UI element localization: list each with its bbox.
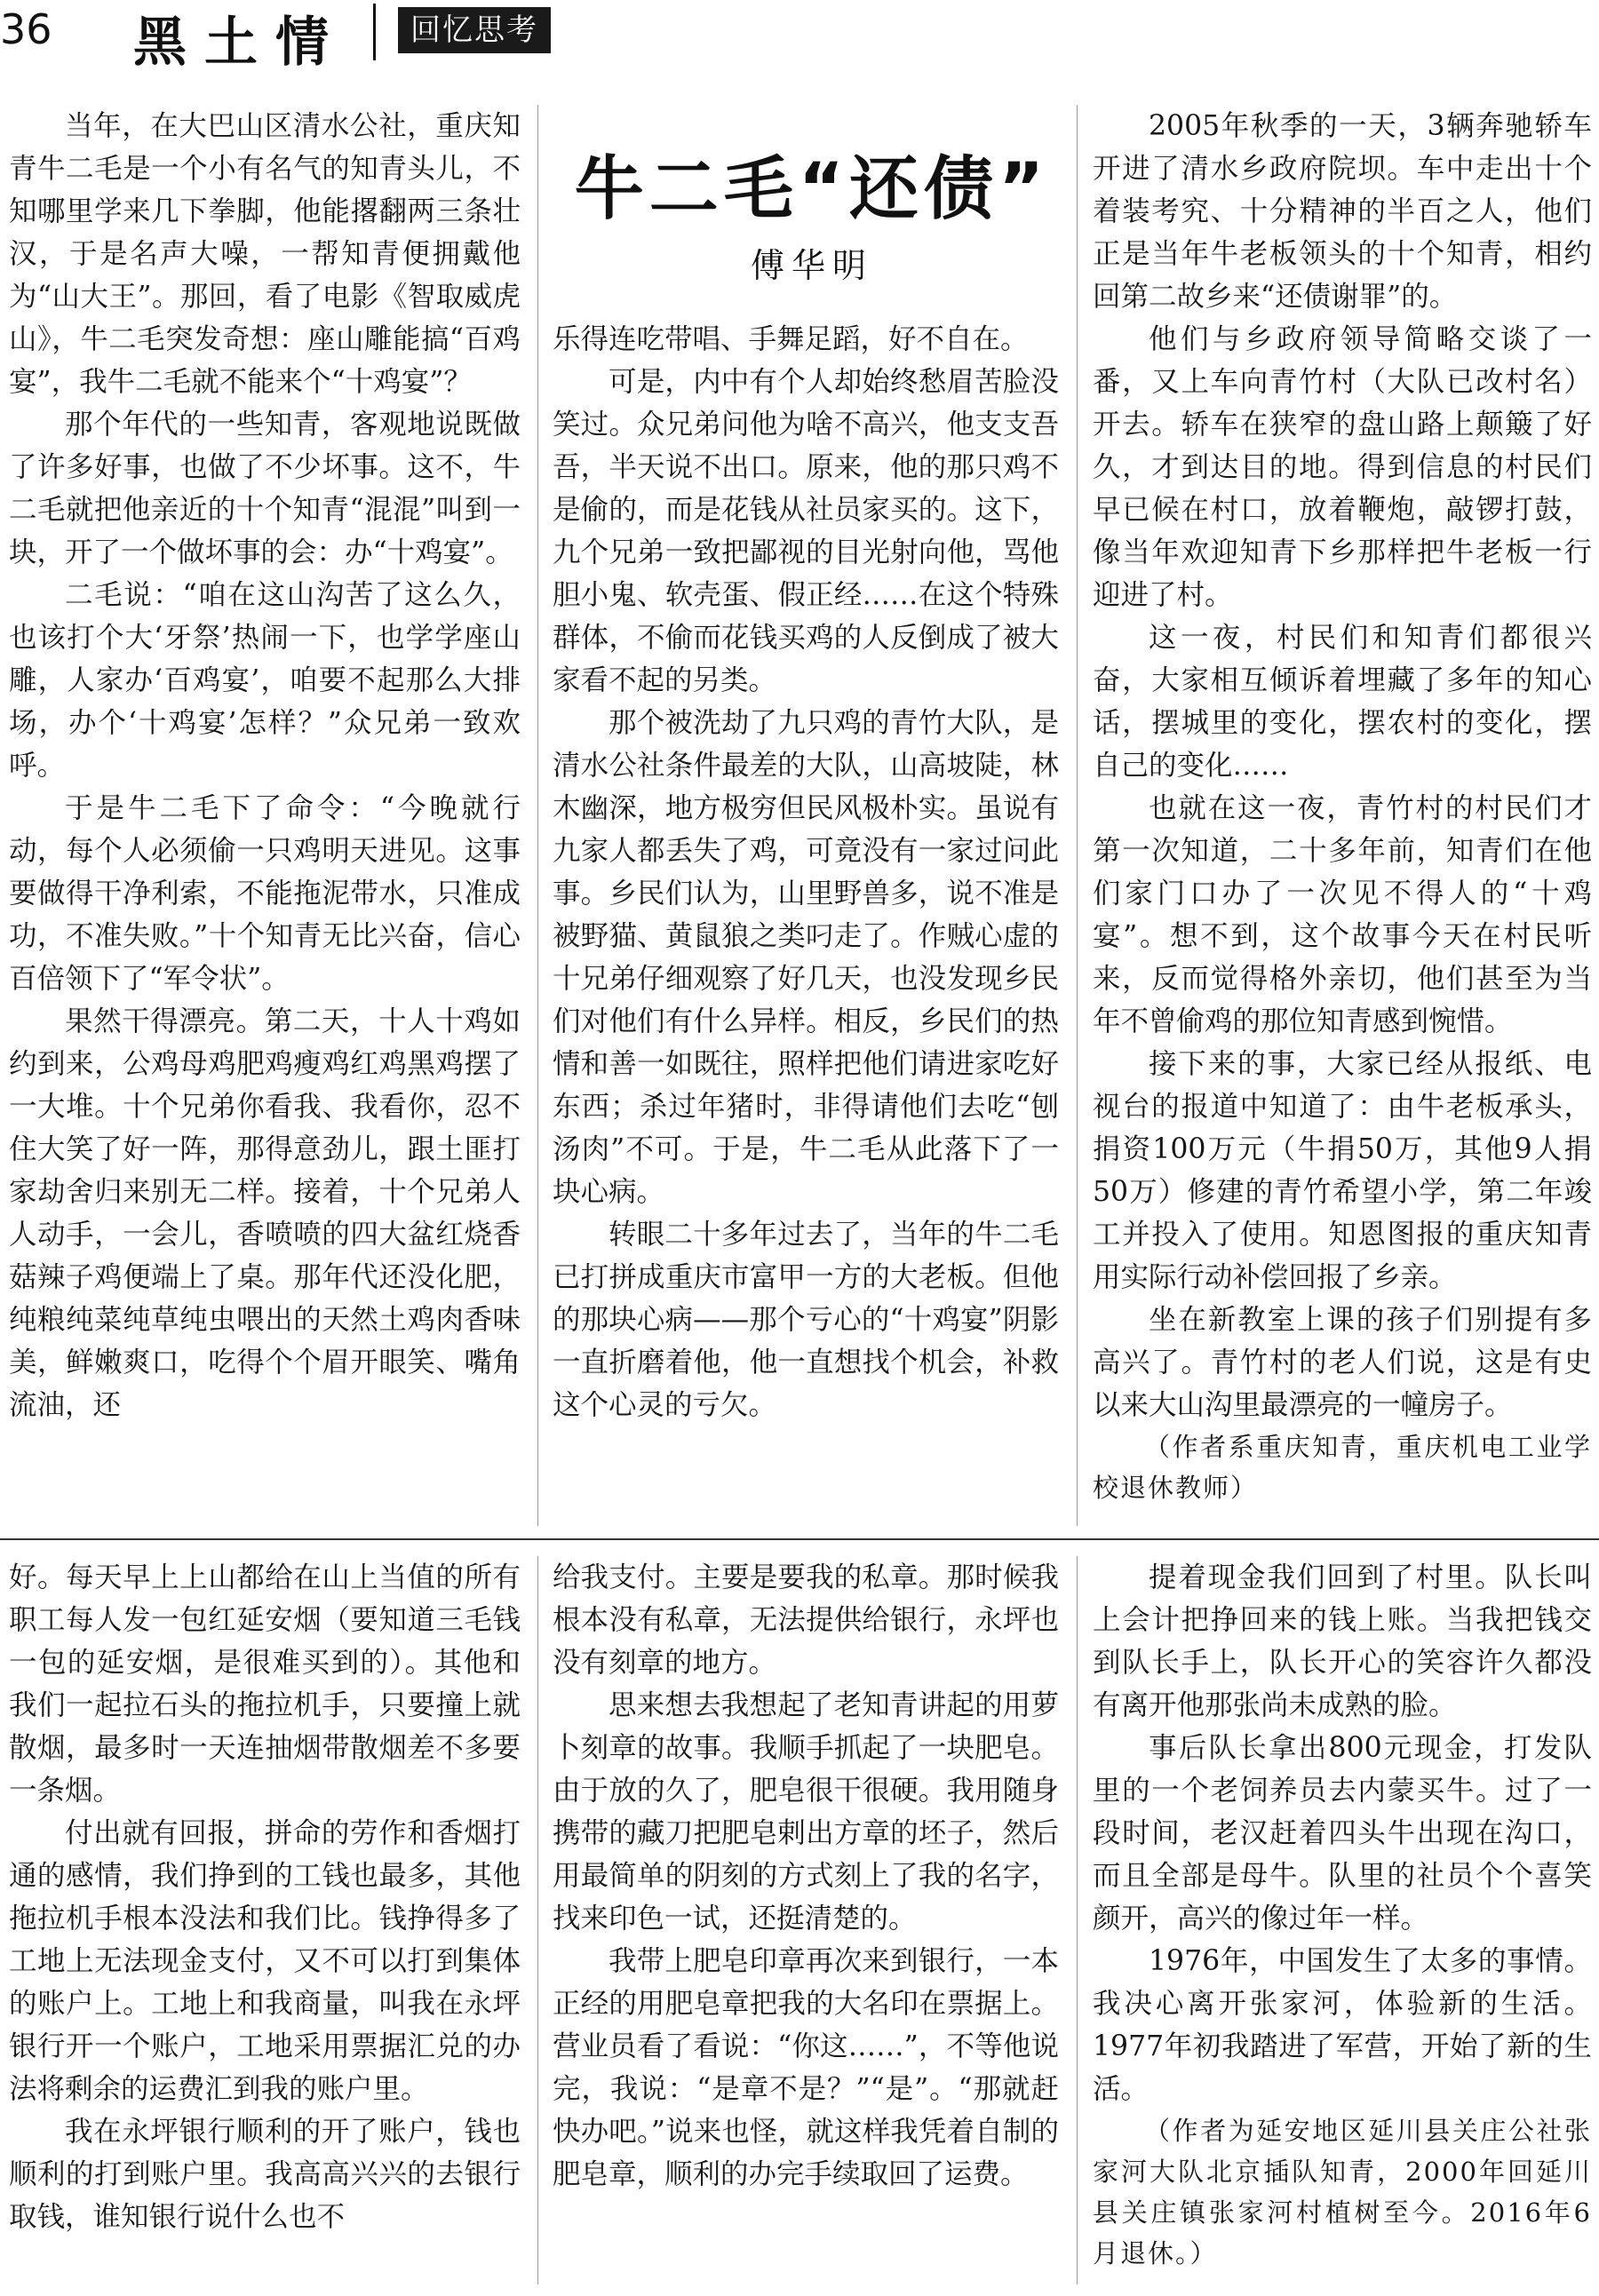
author-note: （作者系重庆知青，重庆机电工业学校退休教师） [1093, 1432, 1592, 1503]
paragraph: 2005年秋季的一天，3辆奔驰轿车开进了清水乡政府院坝。车中走出十个着装考究、十分精神的半百之人，他们正是当年牛老板领头的十个知青，相约回第二故乡来“还债谢罪”的。 [1093, 110, 1592, 313]
page-header [0, 0, 1599, 74]
section-divider [0, 1538, 1599, 1540]
paragraph: 可是，内中有个人却始终愁眉苦脸没笑过。众兄弟问他为啥不高兴，他支支吾吾，半天说不出口。原来，他的那只鸡不是偷的，而是花钱从社员家买的。这下，九个兄弟一致把鄙视的目光射向他，骂他胆小鬼、软壳蛋、假正经……在这个特殊群体，不偷而花钱买鸡的人反倒成了被大家看不起的另类。 [553, 366, 1059, 696]
paragraph: 提着现金我们回到了村里。队长叫上会计把挣回来的钱上账。当我把钱交到队长手上，队长开心的笑容许久都没有离开他那张尚未成熟的脸。 [1093, 1561, 1592, 1721]
paragraph: 果然干得漂亮。第二天，十人十鸡如约到来，公鸡母鸡肥鸡瘦鸡红鸡黑鸡摆了一大堆。十个兄弟你看我、我看你，忍不住大笑了好一阵，那得意劲儿，跟土匪打家劫舍归来别无二样。接着，十个兄弟人人动手，一会儿，香喷喷的四大盆红烧香菇辣子鸡便端上了桌。那年代还没化肥，纯粮纯菜纯草纯虫喂出的天然土鸡肉香味美，鲜嫩爽口，吃得个个眉开眼笑、嘴角流油，还 [9, 1005, 521, 1421]
article-title: 牛二毛“还债” [574, 149, 1050, 229]
paragraph: 这一夜，村民们和知青们都很兴奋，大家相互倾诉着埋藏了多年的知心话，摆城里的变化，摆农村的变化，摆自己的变化…… [1093, 622, 1592, 782]
bottom-column-2 [553, 1556, 1059, 2196]
paragraph: 1976年，中国发生了太多的事情。我决心离开张家河，体验新的生活。1977年初我踏进了军营，开始了新的生活。 [1093, 1945, 1592, 2105]
column-divider [537, 105, 538, 1526]
paragraph: 思来想去我想起了老知青讲起的用萝卜刻章的故事。我顺手抓起了一块肥皂。由于放的久了，肥皂很干很硬。我用随身携带的藏刀把肥皂剌出方章的坯子，然后用最简单的阴刻的方式刻上了我的名字，找来印色一试，还挺清楚的。 [553, 1689, 1059, 1935]
section-tag: 回忆思考 [398, 7, 551, 53]
article-column-1 [9, 105, 521, 1426]
paragraph: 好。每天早上上山都给在山上当值的所有职工每人发一包红延安烟（要知道三毛钱一包的延安烟，是很难买到的）。其他和我们一起拉石头的拖拉机手，只要撞上就散烟，最多时一天连抽烟带散烟差不多要一条烟。 [9, 1561, 521, 1807]
paragraph: 我在永坪银行顺利的开了账户，钱也顺利的打到账户里。我高高兴兴的去银行取钱，谁知银行说什么也不 [9, 2116, 521, 2233]
column-divider [1077, 1556, 1078, 2284]
paragraph: 给我支付。主要是要我的私章。那时候我根本没有私章，无法提供给银行，永坪也没有刻章的地方。 [553, 1561, 1059, 1679]
paragraph: 坐在新教室上课的孩子们别提有多高兴了。青竹村的老人们说，这是有史以来大山沟里最漂亮的一幢房子。 [1093, 1304, 1592, 1421]
article-column-2 [553, 318, 1059, 1426]
paragraph: 当年，在大巴山区清水公社，重庆知青牛二毛是一个小有名气的知青头儿，不知哪里学来几下拳脚，他能撂翻两三条壮汉，于是名声大噪，一帮知青便拥戴他为“山大王”。那回，看了电影《智取威虎山》，牛二毛突发奇想：座山雕能搞“百鸡宴”，我牛二毛就不能来个“十鸡宴”？ [9, 110, 521, 398]
column-divider [1077, 105, 1078, 1526]
bottom-column-3 [1093, 1556, 1592, 2274]
paragraph: 乐得连吃带唱、手舞足蹈，好不自在。 [553, 323, 1029, 355]
paragraph: 转眼二十多年过去了，当年的牛二毛已打拼成重庆市富甲一方的大老板。但他的那块心病——那个亏心的“十鸡宴”阴影一直折磨着他，他一直想找个机会，补救这个心灵的亏欠。 [553, 1219, 1059, 1421]
author-note: （作者为延安地区延川县关庄公社张家河大队北京插队知青，2000年回延川县关庄镇张家河村植树至今。2016年6月退休。） [1093, 2116, 1592, 2268]
article-author: 傅华明 [750, 246, 873, 285]
paragraph: 我带上肥皂印章再次来到银行，一本正经的用肥皂章把我的大名印在票据上。营业员看了看说：“你这……”，不等他说完，我说：“是章不是？”“是”。“那就赶快办吧。”说来也怪，就这样我凭着自制的肥皂章，顺利的办完手续取回了运费。 [553, 1945, 1059, 2190]
article-column-3 [1093, 105, 1592, 1508]
paragraph: 也就在这一夜，青竹村的村民们才第一次知道，二十多年前，知青们在他们家门口办了一次见不得人的“十鸡宴”。想不到，这个故事今天在村民听来，反而觉得格外亲切，他们甚至为当年不曾偷鸡的那位知青感到惋惜。 [1093, 792, 1592, 1037]
paragraph: 付出就有回报，拼命的劳作和香烟打通的感情，我们挣到的工钱也最多，其他拖拉机手根本没法和我们比。钱挣得多了工地上无法现金支付，又不可以打到集体的账户上。工地上和我商量，叫我在永坪银行开一个账户，工地采用票据汇兑的办法将剩余的运费汇到我的账户里。 [9, 1817, 521, 2105]
header-divider [373, 4, 376, 60]
paragraph: 于是牛二毛下了命令：“今晚就行动，每个人必须偷一只鸡明天进见。这事要做得干净利索，不能拖泥带水，只准成功，不准失败。”十个知青无比兴奋，信心百倍领下了“军令状”。 [9, 792, 521, 995]
page-number: 36 [0, 5, 52, 53]
paragraph: 事后队长拿出800元现金，打发队里的一个老饲养员去内蒙买牛。过了一段时间，老汉赶着四头牛出现在沟口，而且全部是母牛。队里的社员个个喜笑颜开，高兴的像过年一样。 [1093, 1732, 1592, 1935]
paragraph: 他们与乡政府领导简略交谈了一番，又上车向青竹村（大队已改村名）开去。轿车在狭窄的盘山路上颠簸了好久，才到达目的地。得到信息的村民们早已候在村口，放着鞭炮，敲锣打鼓，像当年欢迎知青下乡那样把牛老板一行迎进了村。 [1093, 323, 1592, 611]
column-divider [537, 1556, 538, 2284]
bottom-column-1 [9, 1556, 521, 2238]
paragraph: 那个被洗劫了九只鸡的青竹大队，是清水公社条件最差的大队，山高坡陡，林木幽深，地方极穷但民风极朴实。虽说有九家人都丢失了鸡，可竟没有一家过问此事。乡民们认为，山里野兽多，说不准是被野猫、黄鼠狼之类叼走了。作贼心虚的十兄弟仔细观察了好几天，也没发现乡民们对他们有什么异样。相反，乡民们的热情和善一如既往，照样把他们请进家吃好东西；杀过年猪时，非得请他们去吃“刨汤肉”不可。于是，牛二毛从此落下了一块心病。 [553, 707, 1059, 1208]
paragraph: 接下来的事，大家已经从报纸、电视台的报道中知道了：由牛老板承头，捐资100万元（牛捐50万，其他9人捐50万）修建的青竹希望小学，第二年竣工并投入了使用。知恩图报的重庆知青用实际行动补偿回报了乡亲。 [1093, 1048, 1592, 1293]
paragraph: 二毛说：“咱在这山沟苦了这么久，也该打个大‘牙祭’热闹一下，也学学座山雕，人家办‘百鸡宴’，咱要不起那么大排场，办个‘十鸡宴’怎样？”众兄弟一致欢呼。 [9, 579, 521, 782]
paragraph: 那个年代的一些知青，客观地说既做了许多好事，也做了不少坏事。这不，牛二毛就把他亲近的十个知青“混混”叫到一块，开了一个做坏事的会：办“十鸡宴”。 [9, 409, 521, 568]
masthead-logo: 黑土情 [133, 12, 346, 74]
